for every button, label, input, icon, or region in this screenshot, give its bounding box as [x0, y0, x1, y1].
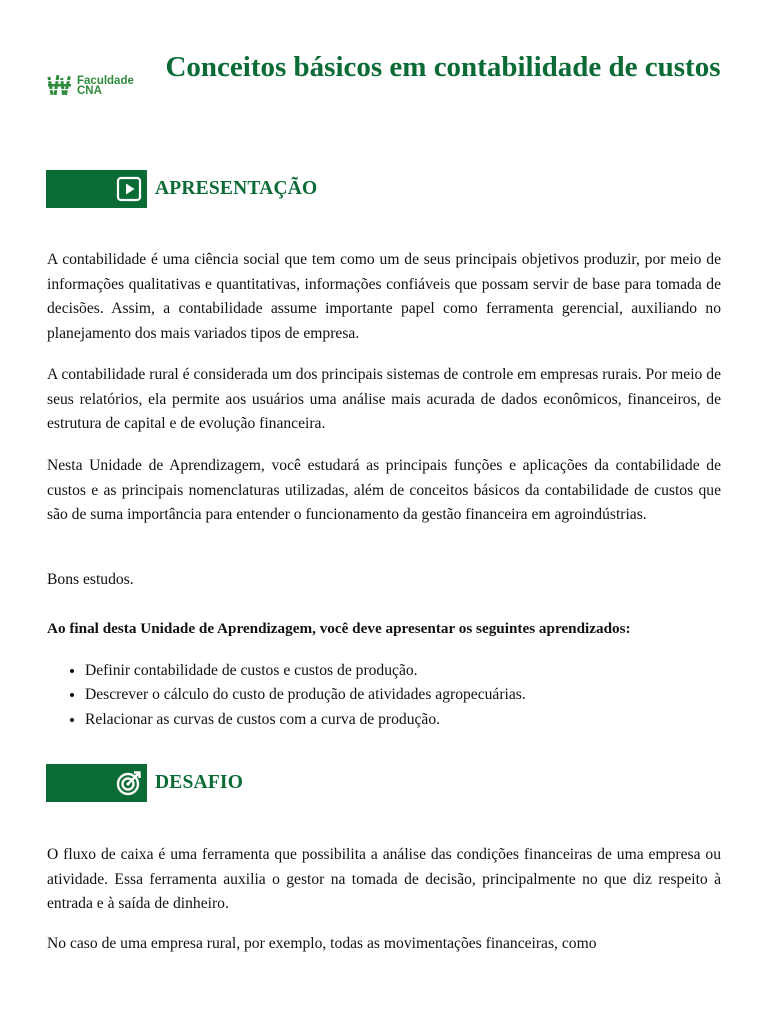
- paragraph-3: Nesta Unidade de Aprendizagem, você estudará as principais funções e aplicações da contabilidade de custos e as principais nomenclaturas utilizadas, além de conceitos básicos da contabilidade de custos que são de suma importância para entender o funcionamento da gestão financeira em agroindústrias.: [47, 457, 721, 524]
- page-title: Conceitos básicos em contabilidade de custos: [165, 51, 721, 83]
- paragraph-1: A contabilidade é uma ciência social que tem como um de seus principais objetivos produzir, por meio de informações qualitativas e quantitativas, informações confiáveis que possam servir de base para tomada de decisões. Assim, a contabilidade assume importante papel como ferramenta gerencial, auxiliando no planejamento dos mais variados tipos de empresa.: [47, 251, 721, 342]
- target-icon: [116, 770, 142, 796]
- section-bar: [46, 764, 147, 802]
- section-bar: [46, 170, 147, 208]
- section-title-desafio: DESAFIO: [155, 772, 244, 793]
- objectives-list: [47, 659, 725, 732]
- list-item: • Relacionar as curvas de custos com a curva de produção.: [85, 708, 725, 732]
- play-icon: [116, 176, 142, 202]
- faculdade-cna-logo: [47, 73, 134, 99]
- section-title-apresentacao: APRESENTAÇÃO: [155, 178, 318, 199]
- desafio-paragraph-1: O fluxo de caixa é uma ferramenta que possibilita a análise das condições financeiras de uma empresa ou atividade. Essa ferramenta auxilia o gestor na tomada de decisão, principalmente no que diz respeito à entrada e à saída de dinheiro.: [47, 846, 721, 913]
- section-header-desafio: [46, 764, 243, 802]
- objectives-intro: Ao final desta Unidade de Aprendizagem, você deve apresentar os seguintes aprendizados:: [47, 620, 631, 637]
- paragraph-2: A contabilidade rural é considerada um dos principais sistemas de controle em empresas rurais. Por meio de seus relatórios, ela permite aos usuários uma análise mais acurada de dados econômicos, financeiros, de estrutura de capital e de evolução financeira.: [47, 366, 721, 433]
- list-item: • Descrever o cálculo do custo de produção de atividades agropecuárias.: [85, 683, 725, 707]
- logo-line-2: CNA: [77, 85, 102, 97]
- list-item: • Definir contabilidade de custos e custos de produção.: [85, 659, 725, 683]
- logo-line-1: Faculdade: [77, 75, 134, 87]
- paragraph-4: Bons estudos.: [47, 571, 134, 588]
- leaf-logo-icon: [47, 73, 73, 99]
- desafio-paragraph-2: No caso de uma empresa rural, por exemplo, todas as movimentações financeiras, como: [47, 935, 597, 952]
- section-header-apresentacao: [46, 170, 317, 208]
